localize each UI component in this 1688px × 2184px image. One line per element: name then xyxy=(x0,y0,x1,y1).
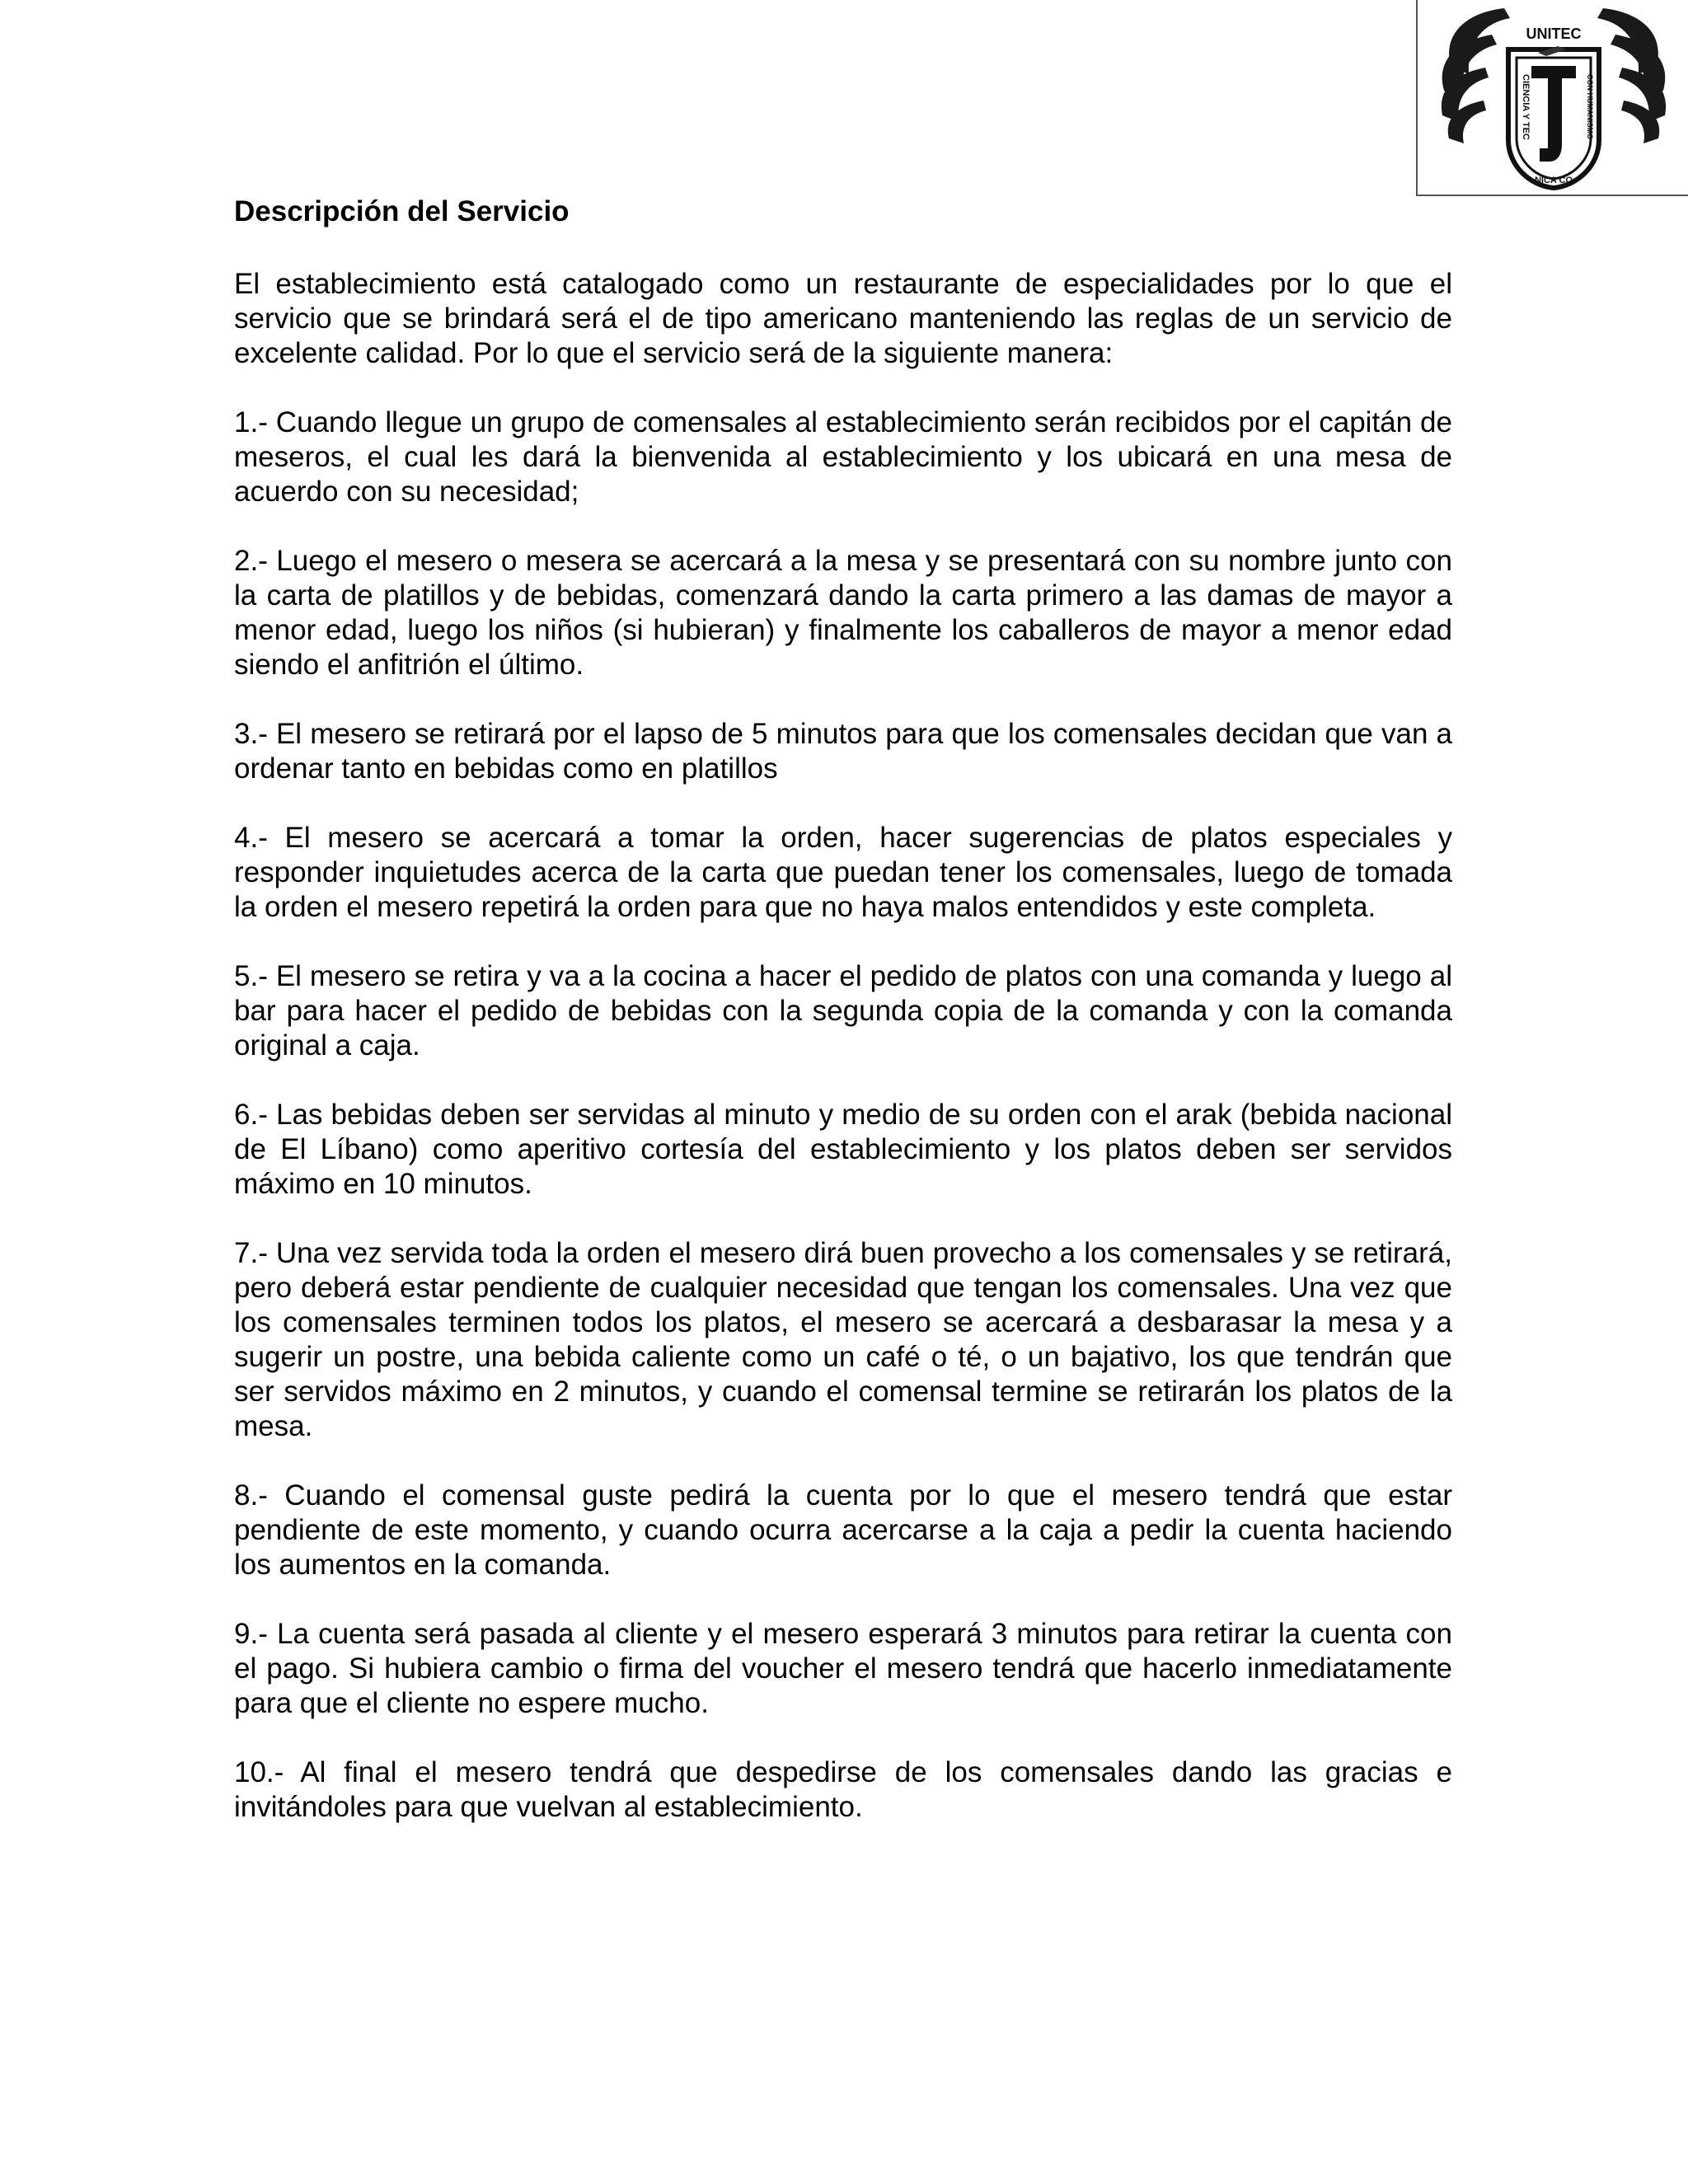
step-1: 1.- Cuando llegue un grupo de comensales al establecimiento serán recibidos por el capitán de meseros, el cual les dará la bienvenida al establecimiento y los ubicará en una mesa de acuerdo con su necesidad; xyxy=(234,406,1452,508)
step-8: 8.- Cuando el comensal guste pedirá la cuenta por lo que el mesero tendrá que estar pendiente de este momento, y cuando ocurra acercarse a la caja a pedir la cuenta haciendo los aumentos en la comanda. xyxy=(234,1479,1452,1581)
step-4: 4.- El mesero se acercará a tomar la orden, hacer sugerencias de platos especiales y responder inquietudes acerca de la carta que puedan tener los comensales, luego de tomada la orden el mesero repetirá la orden para que no haya malos entendidos y este completa. xyxy=(234,822,1452,923)
logo-text-right: CON HUMANISMO xyxy=(1586,74,1594,139)
step-7: 7.- Una vez servida toda la orden el mesero dirá buen provecho a los comensales y se retirará, pero deberá estar pendiente de cualquier necesidad que tengan los comensales. Una vez que los comensales terminen todos los platos, el mesero se acercará a desbarasar la mesa y a sugerir un postre, una bebida caliente como un café o té, o un bajativo, los que tendrán que ser servidos máximo en 2 minutos, y cuando el comensal termine se retirarán los platos de la mesa. xyxy=(234,1237,1452,1442)
logo-text-top: UNITEC xyxy=(1526,26,1582,42)
step-10: 10.- Al final el mesero tendrá que despedirse de los comensales dando las gracias e invitándoles para que vuelvan al establecimiento. xyxy=(234,1756,1452,1823)
step-5: 5.- El mesero se retira y va a la cocina a hacer el pedido de platos con una comanda y luego al bar para hacer el pedido de bebidas con la segunda copia de la comanda y con la comanda original a caja. xyxy=(234,960,1452,1062)
step-3: 3.- El mesero se retirará por el lapso de 5 minutos para que los comensales decidan que van a ordenar tanto en bebidas como en platillos xyxy=(234,718,1452,785)
document-title: Descripción del Servicio xyxy=(234,195,570,227)
document-body xyxy=(234,191,1452,1859)
unitec-logo xyxy=(1434,0,1673,191)
step-9: 9.- La cuenta será pasada al cliente y el mesero esperará 3 minutos para retirar la cuenta con el pago. Si hubiera cambio o firma del voucher el mesero tendrá que hacerlo inmediatamente para que el cliente no espere mucho. xyxy=(234,1618,1452,1719)
intro-paragraph: El establecimiento está catalogado como un restaurante de especialidades por lo que el servicio que se brindará será el de tipo americano manteniendo las reglas de un servicio de excelente calidad. Por lo que el servicio será de la siguiente manera: xyxy=(234,268,1452,369)
step-6: 6.- Las bebidas deben ser servidas al minuto y medio de su orden con el arak (bebida nacional de El Líbano) como aperitivo cortesía del establecimiento y los platos deben ser servidos máximo en 10 minutos. xyxy=(234,1099,1452,1200)
logo-text-bottom: NICA CO xyxy=(1534,176,1573,185)
logo-text-left: CIENCIA Y TEC xyxy=(1521,74,1531,140)
logo-frame xyxy=(1416,0,1688,196)
step-2: 2.- Luego el mesero o mesera se acercará a la mesa y se presentará con su nombre junto con la carta de platillos y de bebidas, comenzará dando la carta primero a las damas de mayor a menor edad, luego los niños (si hubieran) y finalmente los caballeros de mayor a menor edad siendo el anfitrión el último. xyxy=(234,545,1452,681)
